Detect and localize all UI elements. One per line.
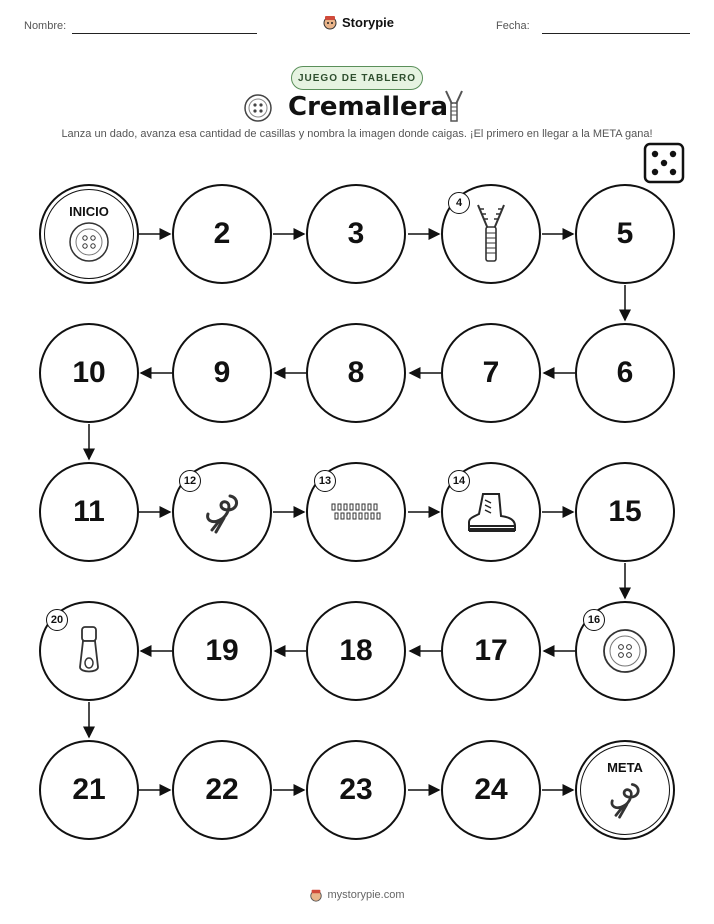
board-cell-11 — [39, 462, 139, 562]
cell-number: 11 — [73, 495, 105, 528]
board-cell-5 — [575, 184, 675, 284]
board-cell-22 — [172, 740, 272, 840]
board-cell-8 — [306, 323, 406, 423]
finish-label: META — [607, 760, 643, 775]
cell-number: 23 — [339, 773, 373, 806]
game-type-badge: JUEGO DE TABLERO — [291, 66, 423, 90]
board-cell-18 — [306, 601, 406, 701]
cell-number-badge: 13 — [314, 470, 336, 492]
cell-number: 3 — [347, 217, 365, 250]
cell-number-badge: 16 — [583, 609, 605, 631]
cell-number: 6 — [616, 356, 634, 389]
cell-number: 5 — [616, 217, 634, 250]
cell-number-badge: 14 — [448, 470, 470, 492]
board-cell-15 — [575, 462, 675, 562]
cell-number-badge: 12 — [179, 470, 201, 492]
cell-number: 9 — [213, 356, 231, 389]
board-cell-7 — [441, 323, 541, 423]
instructions-text: Lanza un dado, avanza esa cantidad de casillas y nombra la imagen donde caigas. ¡El primero en llegar a la META gana! — [61, 128, 653, 140]
cell-number: 22 — [205, 773, 239, 806]
storypie-mascot-icon — [309, 888, 323, 902]
board-cell-3 — [306, 184, 406, 284]
brand-name: Storypie — [342, 14, 395, 30]
date-label: Fecha: — [496, 20, 530, 32]
rope-icon — [605, 779, 645, 819]
zipper-teeth-icon — [331, 503, 381, 521]
cell-number: 24 — [474, 773, 508, 806]
name-label: Nombre: — [24, 20, 67, 32]
board-cell-9 — [172, 323, 272, 423]
footer-url[interactable]: mystorypie.com — [327, 889, 405, 901]
board-cell-17 — [441, 601, 541, 701]
cell-number: 18 — [339, 634, 373, 667]
cell-number: 19 — [205, 634, 239, 667]
cell-number: 8 — [347, 356, 365, 389]
cell-number-badge: 4 — [448, 192, 470, 214]
board-cell-start — [39, 184, 139, 284]
board-cell-finish — [575, 740, 675, 840]
footer — [0, 888, 714, 902]
board-cell-6 — [575, 323, 675, 423]
page-title: Cremallera — [288, 92, 448, 122]
zipper-pull-icon — [74, 625, 104, 677]
cell-number: 21 — [72, 773, 106, 806]
cell-number: 17 — [474, 634, 508, 667]
zipper-icon — [474, 203, 508, 265]
start-label: INICIO — [69, 204, 109, 219]
board-cell-24 — [441, 740, 541, 840]
board-cell-23 — [306, 740, 406, 840]
cell-number-badge: 20 — [46, 609, 68, 631]
board-cell-10 — [39, 323, 139, 423]
board-cell-21 — [39, 740, 139, 840]
button-icon — [602, 628, 648, 674]
boot-icon — [465, 490, 517, 534]
cell-number: 15 — [608, 495, 642, 528]
board-cell-2 — [172, 184, 272, 284]
cell-number: 7 — [482, 356, 500, 389]
rope-icon — [200, 490, 244, 534]
cell-number: 2 — [213, 217, 231, 250]
button-icon — [68, 221, 110, 263]
board-cell-19 — [172, 601, 272, 701]
cell-number: 10 — [72, 356, 106, 389]
